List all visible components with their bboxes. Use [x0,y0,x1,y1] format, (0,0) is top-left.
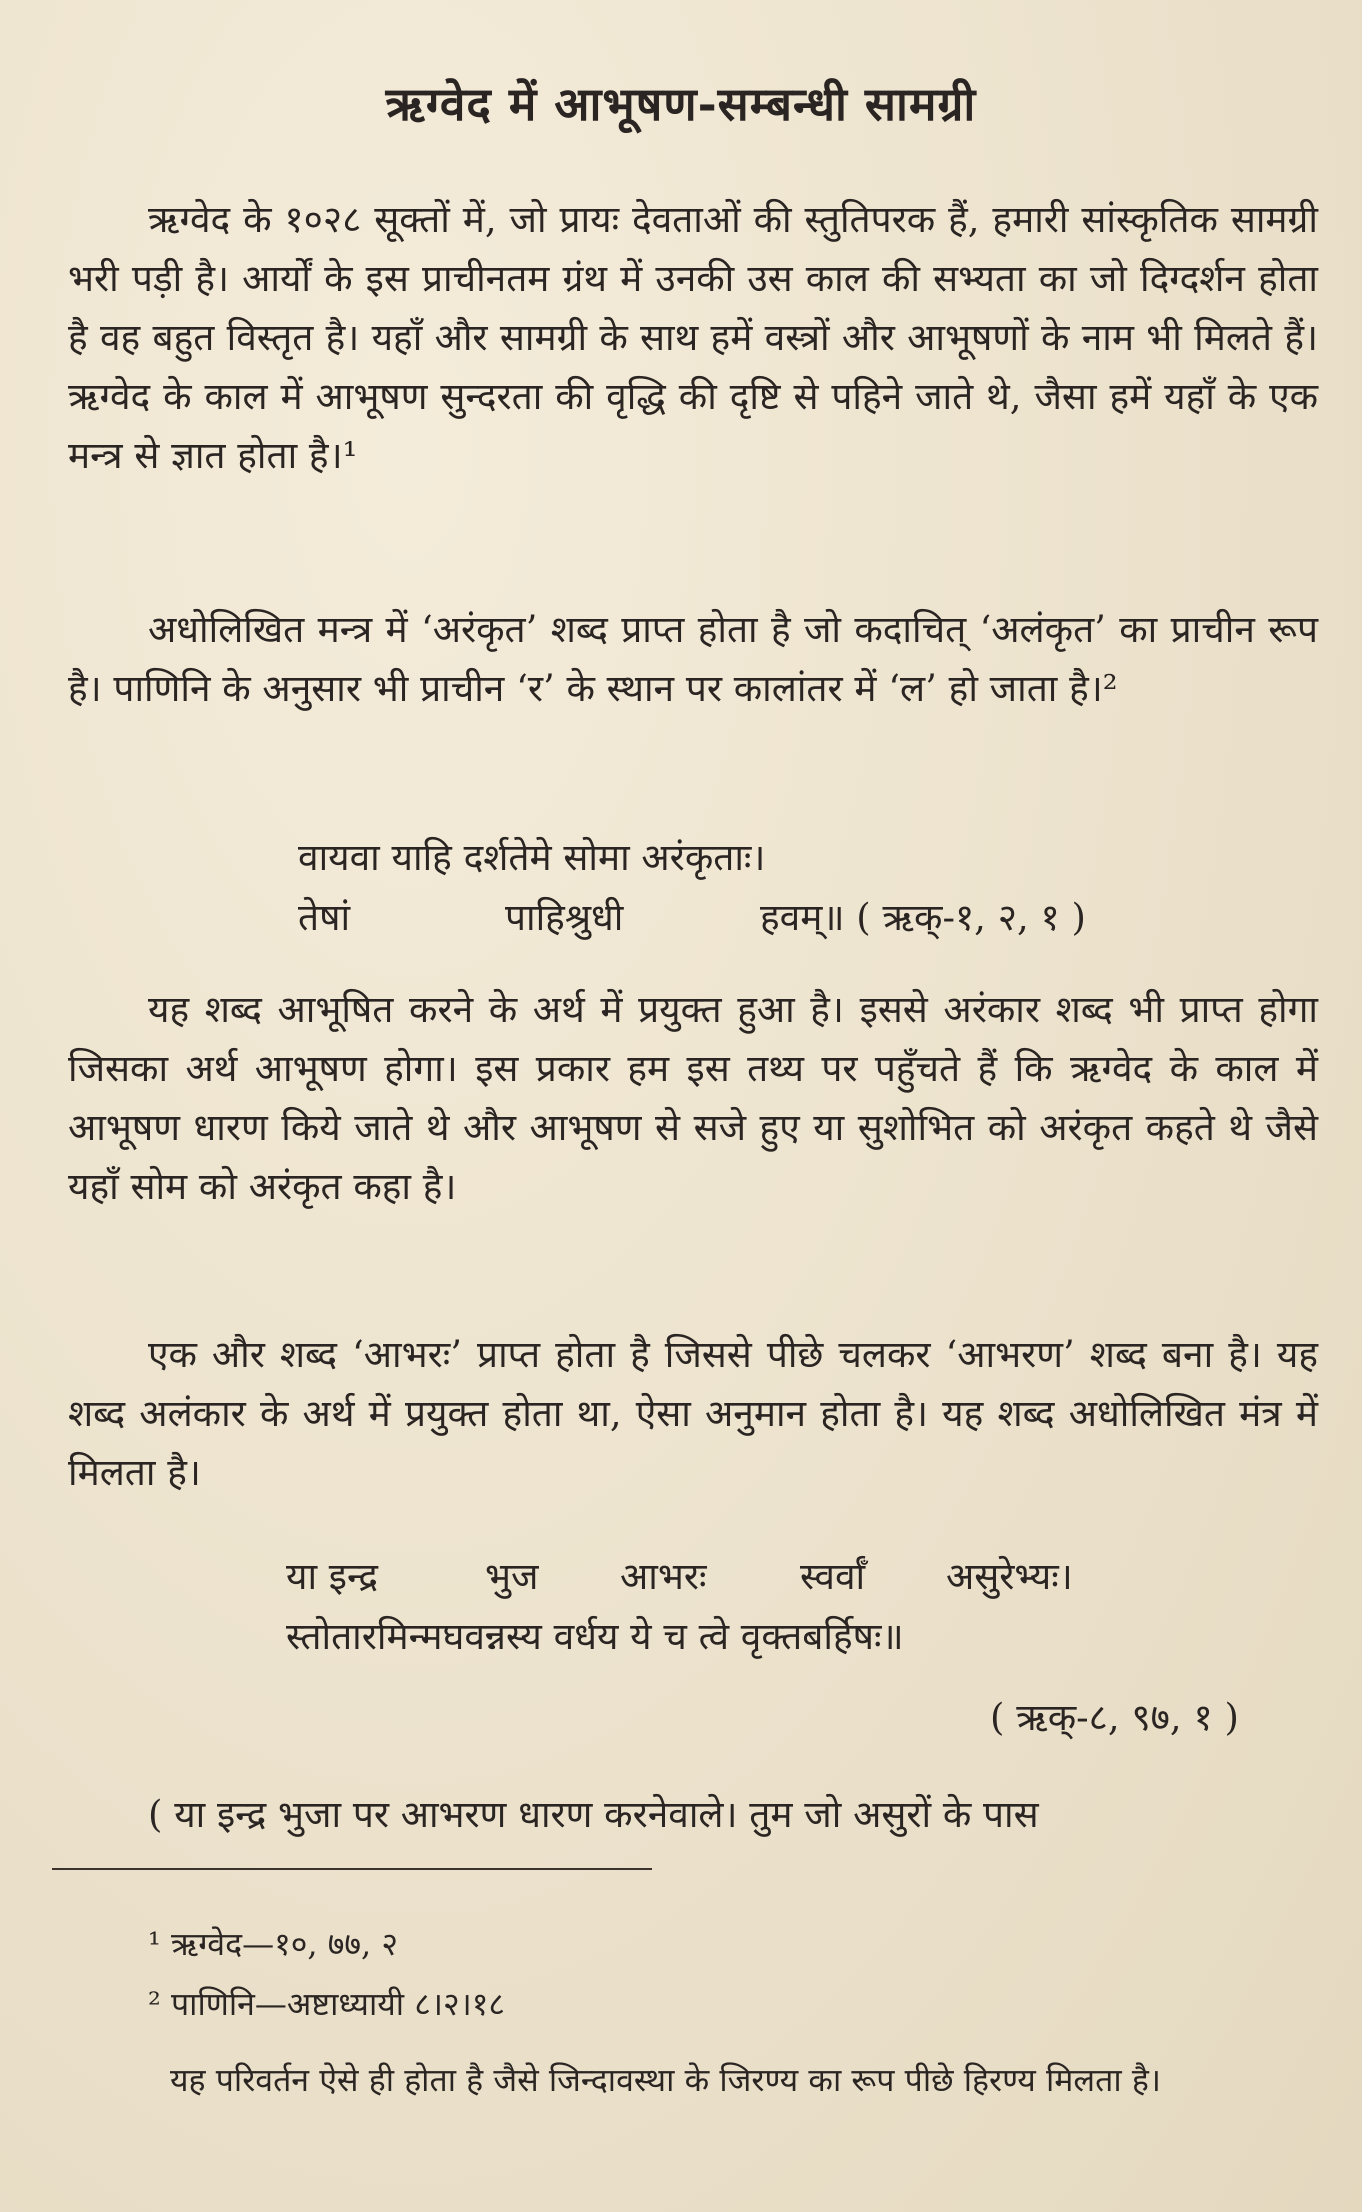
paragraph-3 [68,980,1318,1216]
paragraph-4-text: एक और शब्द ‘आभरः’ प्राप्त होता है जिससे पीछे चलकर ‘आभरण’ शब्द बना है। यह शब्द अलंकार के अर्थ में प्रयुक्त होता था, ऐसा अनुमान होता है। यह शब्द अधोलिखित मंत्र में मिलता है। [68,1333,1318,1494]
verse-2-word-3: आभरः [620,1555,707,1598]
footnote-2-continuation: यह परिवर्तन ऐसे ही होता है जैसे जिन्दावस्था के जिरण्य का रूप पीछे हिरण्य मिलता है। [170,2061,1161,2099]
paragraph-2-text: अधोलिखित मन्त्र में ‘अरंकृत’ शब्द प्राप्त होता है जो कदाचित् ‘अलंकृत’ का प्राचीन रूप है। पाणिनि के अनुसार भी प्राचीन ‘र’ के स्थान पर कालांतर में ‘ल’ हो जाता है।² [68,608,1318,710]
verse-2-line-2: स्तोतारमिन्मघवन्नस्य वर्धय ये च त्वे वृक्तबर्हिषः॥ [286,1615,904,1658]
paragraph-1-text: ऋग्वेद के १०२८ सूक्तों में, जो प्रायः देवताओं की स्तुतिपरक हैं, हमारी सांस्कृतिक सामग्री भरी पड़ी है। आर्यों के इस प्राचीनतम ग्रंथ में उनकी उस काल की सभ्यता का जो दिग्दर्शन होता है वह बहुत विस्तृत है। यहाँ और सामग्री के साथ हमें वस्त्रों और आभूषणों के नाम भी मिलते हैं। ऋग्वेद के काल में आभूषण सुन्दरता की वृद्धि की दृष्टि से पहिने जाते थे, जैसा हमें यहाँ के एक मन्त्र से ज्ञात होता है।¹ [68,198,1318,477]
verse-1-word-1: तेषां [298,896,351,939]
verse-2-word-2: भुज [485,1555,539,1598]
paragraph-5-text: ( या इन्द्र भुजा पर आभरण धारण करनेवाले। तुम जो असुरों के पास [148,1793,1039,1836]
verse-2-word-4: स्वर्वाँ [800,1555,866,1598]
verse-1-line-1: वायवा याहि दर्शतेमे सोमा अरंकृताः। [298,836,766,879]
paragraph-5 [68,1785,1318,1844]
footnote-2: ² पाणिनि—अष्टाध्यायी ८।२।१८ [148,1985,506,2023]
verse-2-reference: ( ऋक्-८, ९७, १ ) [990,1696,1239,1739]
paragraph-3-text: यह शब्द आभूषित करने के अर्थ में प्रयुक्त हुआ है। इससे अरंकार शब्द भी प्राप्त होगा जिसका अर्थ आभूषण होगा। इस प्रकार हम इस तथ्य पर पहुँचते हैं कि ऋग्वेद के काल में आभूषण धारण किये जाते थे और आभूषण से सजे हुए या सुशोभित को अरंकृत कहते थे जैसे यहाँ सोम को अरंकृत कहा है। [68,988,1318,1208]
page-title: ऋग्वेद में आभूषण-सम्बन्धी सामग्री [385,77,977,131]
verse-2-word-5: असुरेभ्यः। [946,1555,1073,1598]
footnote-divider [52,1868,652,1870]
verse-1-word-3-ref: हवम्॥ ( ऋक्-१, २, १ ) [760,896,1086,939]
paragraph-2 [68,600,1318,718]
paragraph-1 [68,190,1318,485]
verse-1-word-2: पाहिश्रुधी [505,896,624,939]
paragraph-4 [68,1325,1318,1502]
footnote-1: ¹ ऋग्वेद—१०, ७७, २ [148,1925,398,1963]
verse-2-word-1: या इन्द्र [286,1555,379,1598]
